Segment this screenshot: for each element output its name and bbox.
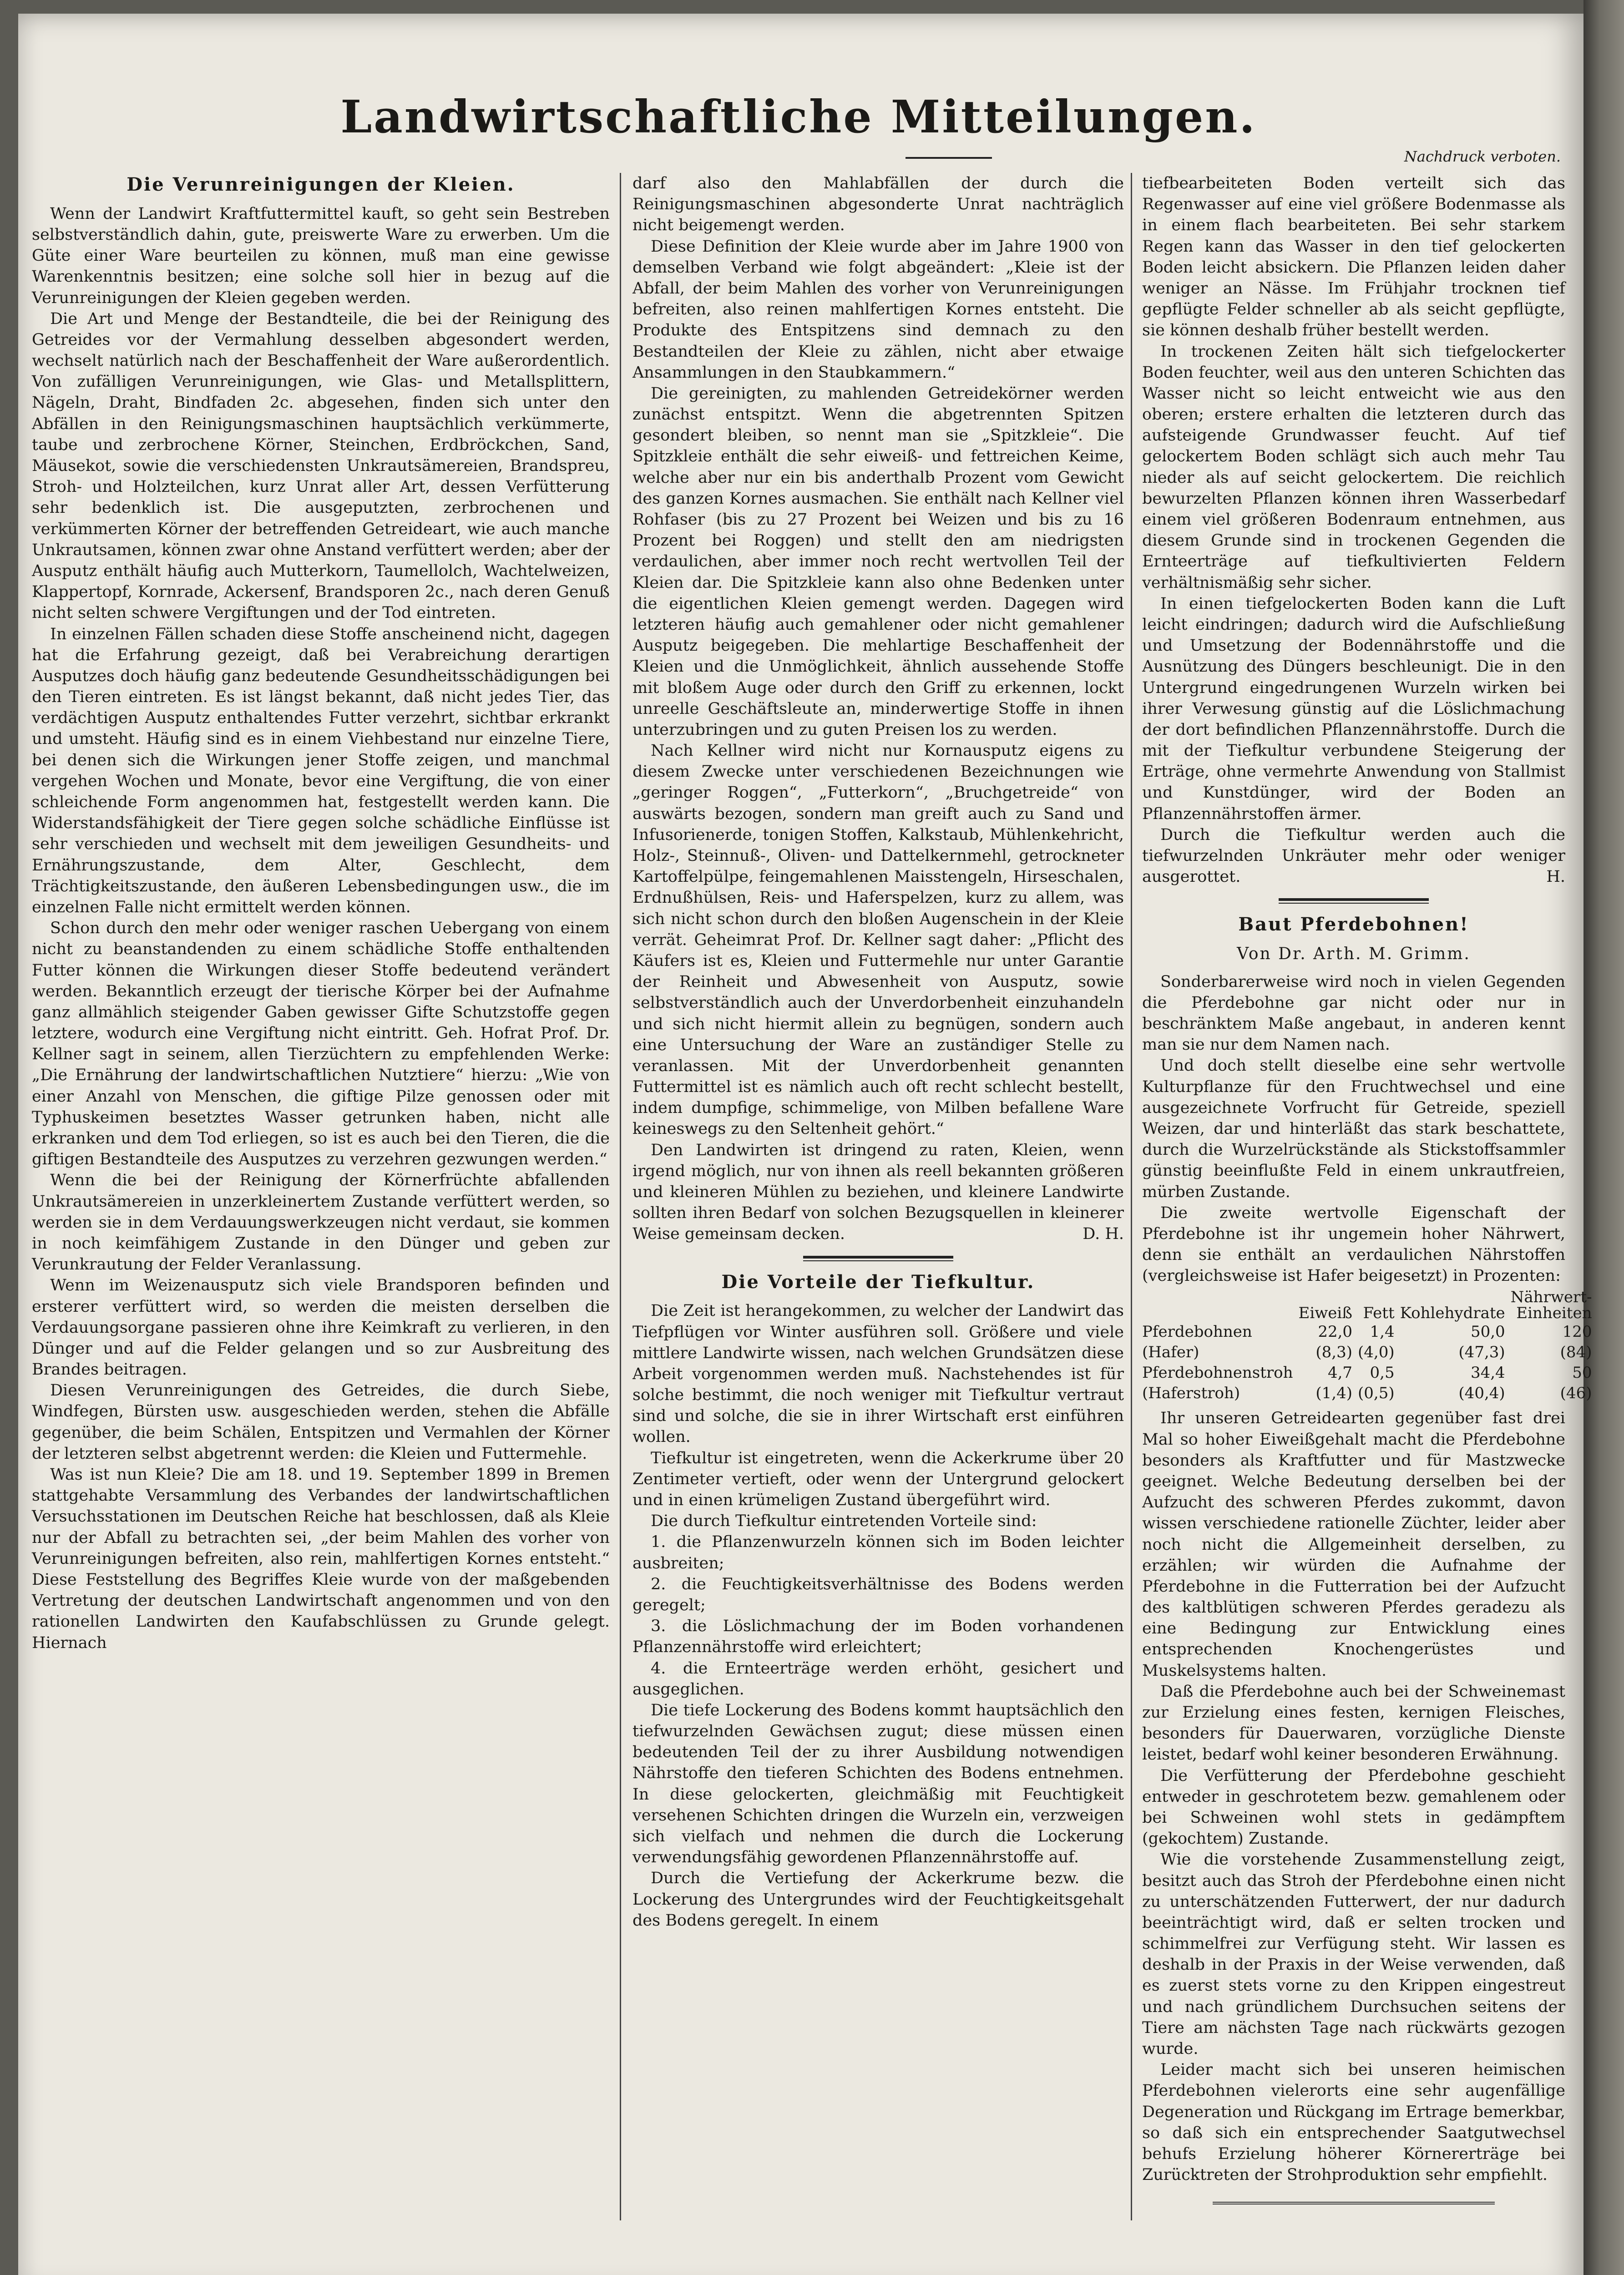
table-cell: (4,0) [1358,1343,1395,1361]
paragraph: In einen tiefgelockerten Boden kann die Luft leicht eindringen; dadurch wird die Aufschließung und Umsetzung der Bodennährstoffe und die Ausnützung des Düngers beschleunigt. Die in den Untergrund eingedrungenen Wurzeln wirken bei ihrer Verwesung günstig auf die Löslichmachung der dort befindlichen Pflanzennährstoffe. Durch die mit der Tiefkultur verbundene Steigerung der Erträge, ohne vermehrte Anwendung von Stallmist und Kunstdünger, wird der Boden an Pflanzennährstoffen ärmer. [1142,594,1565,823]
table-cell: (1,4) [1315,1384,1353,1402]
advantages-list [632,1532,1124,1700]
paragraph: Tiefkultur ist eingetreten, wenn die Ackerkrume über 20 Zentimeter vertieft, oder wenn der Untergrund gelockert und in einen krümeligen Zustand übergeführt wird. [632,1449,1124,1510]
article-title: Die Verunreinigungen der Kleien. [126,174,515,195]
table-header-row [1142,1289,1594,1322]
table-cell: (Haferstroh) [1142,1384,1240,1402]
byline: Von Dr. Arth. M. Grimm. [1237,945,1471,964]
table-cell: 50,0 [1470,1322,1505,1341]
table-cell: (40,4) [1458,1384,1505,1402]
table-cell: (0,5) [1358,1384,1395,1402]
column-3 [1142,173,1592,2257]
paragraph: Die gereinigten, zu mahlenden Getreidekörner werden zunächst entspitzt. Wenn die abgetrennten Spitzen gesondert bleiben, so nennt man sie „Spitzkleie“. Die Spitzkleie enthält die sehr eiweiß- und fettreichen Keime, welche aber nur ein bis anderthalb Prozent vom Gewicht des ganzen Kornes ausmachen. Sie enthält nach Kellner viel Rohfaser (bis zu 27 Prozent bei Weizen und bis zu 16 Prozent bei Roggen) und stellt den am niedrigsten verdaulichen, aber immer noch recht wertvollen Teil der Kleien dar. Die Spitzkleie kann also ohne Bedenken unter die eigentlichen Kleien gemengt werden. Dagegen wird letzteren häufig auch gemahlener oder nicht gemahlener Ausputz beigegeben. Die mehlartige Beschaffenheit der Kleien und die Unmöglichkeit, ähnlich aussehende Stoffe mit bloßem Auge oder durch den Griff zu erkennen, lockt unreelle Geschäftsleute an, minderwertige Stoffe in ihnen unterzubringen und zu guten Preisen los zu werden. [632,384,1124,739]
nutrient-table [1142,1289,1594,1404]
table-cell: (Hafer) [1142,1343,1199,1361]
paragraph: Wenn im Weizenausputz sich viele Brandsporen befinden und ersterer verfüttert wird, so werden die meisten derselben die Verdauungsorgane passieren ohne ihre Keimkraft zu verlieren, in den Dünger und auf die Felder gelangen und so zur Ausbreitung des Brandes beitragen. [32,1276,610,1379]
page-content [32,91,1592,2257]
table-cell: 4,7 [1327,1363,1353,1382]
table-cell: Pferdebohnen [1142,1322,1252,1341]
reprint-notice: Nachdruck verboten. [1404,148,1561,165]
table-cell: (47,3) [1458,1343,1505,1361]
paragraph: Leider macht sich bei unseren heimischen Pferdebohnen vielerorts eine sehr augenfällige Degeneration und Rückgang im Ertrage bemerkbar, so daß sich ein entsprechender Saatgutwechsel behufs Erzielung höherer Körnererträge bei Zurücktreten der Strohproduktion sehr empfiehlt. [1142,2061,1565,2184]
end-rule [1213,2202,1495,2204]
article-title: Die Vorteile der Tiefkultur. [721,1271,1035,1293]
paragraph: Ihr unseren Getreidearten gegenüber fast drei Mal so hoher Eiweißgehalt macht die Pferdebohne besonders als Kraftfutter und für Mastzwecke geeignet. Welche Bedeutung derselben bei der Aufzucht des schweren Pferdes zukommt, davon wissen verschiedene rationelle Züchter, leider aber noch nicht die Allgemeinheit derselben, zu erzählen; wir würden die Aufnahme der Pferdebohne in die Futterration bei der Aufzucht des kaltblütigen schweren Pferdes geradezu als eine Bedingung zur Entwicklung eines entsprechenden Knochengerüstes und Muskelsystems halten. [1142,1409,1565,1680]
paragraph-text: Den Landwirten ist dringend zu raten, Kleien, wenn irgend möglich, nur von ihnen als reell bekannten größeren und kleineren Mühlen zu beziehen, und kleinere Landwirte sollten ihren Bedarf von solchen Bezugsquellen in kleinerer Weise gemeinsam decken. [632,1141,1124,1244]
paragraph: darf also den Mahlabfällen der durch die Reinigungsmaschinen abgesonderte Unrat nachträglich nicht beigemengt werden. [632,174,1124,235]
paragraph: Wie die vorstehende Zusammenstellung zeigt, besitzt auch das Stroh der Pferdebohne einen nicht zu unterschätzenden Futterwert, der nur dadurch beeinträchtigt wird, daß er selten trocken und schimmelfrei zur Verfügung steht. Wir lassen es deshalb in der Praxis in der Weise verwenden, daß es zuerst stets vorne zu den Krippen eingestreut und nach gründlichem Durchsuchen seitens der Tiere am nächsten Tage nach rückwärts gezogen wurde. [1142,1850,1565,2058]
paragraph: In einzelnen Fällen schaden diese Stoffe anscheinend nicht, dagegen hat die Erfahrung gezeigt, daß bei Verabreichung derartigen Ausputzes doch häufig ganz bedeutende Gesundheitsschädigungen bei den Tieren eintreten. Es ist längst bekannt, daß nicht jedes Tier, das verdächtigen Ausputz enthaltendes Futter verzehrt, sichtbar erkrankt und umsteht. Häufig sind es in einem Viehbestand nur einzelne Tiere, bei denen sich die Wirkungen jener Stoffe zeigen, und manchmal vergehen Wochen und Monate, bevor eine Vergiftung, die von einer schleichende Form angenommen hat, festgestellt werden kann. Die Widerstandsfähigkeit der Tiere gegen solche schädliche Einflüsse ist sehr verschieden und wechselt mit dem jeweiligen Gesundheits- und Ernährungszustande, dem Alter, Geschlecht, dem Trächtigkeitszustande, den äußeren Lebensbedingungen usw., die im einzelnen Falle nicht ermittelt werden können. [32,625,610,916]
column-header: Eiweiß [1298,1304,1353,1323]
column-header: Fett [1363,1304,1395,1323]
column-header: Nährwert-Einheiten [1510,1288,1592,1323]
signature: H. [1546,868,1565,886]
paragraph: Wenn der Landwirt Kraftfuttermittel kauft, so geht sein Bestreben selbstverständlich dahin, gute, preiswerte Ware zu erwerben. Um die Güte einer Ware beurteilen zu können, muß man eine gewisse Warenkenntnis besitzen; eine solche soll hier in bezug auf die Verunreinigungen der Kleien gegeben werden. [32,204,610,307]
paragraph: Die zweite wertvolle Eigenschaft der Pferdebohne ist ihr ungemein hoher Nährwert, denn sie enthält an verdaulichen Nährstoffen (vergleichsweise ist Hafer beigesetzt) in Prozenten: [1142,1203,1565,1285]
paragraph-text: Durch die Tiefkultur werden auch die tiefwurzelnden Unkräuter mehr oder weniger ausgerottet. [1142,825,1565,886]
paragraph: Schon durch den mehr oder weniger raschen Uebergang von einem nicht zu beanstandenden zu einem schädliche Stoffe enthaltenden Futter können die Wirkungen dieser Stoffe bedeutend verändert werden. Bekanntlich erzeugt der tierische Körper bei der Aufnahme ganz allmählich steigender Gaben gewisser Gifte Schutzstoffe gegen letztere, wodurch eine Vergiftung nicht eintritt. Geh. Hofrat Prof. Dr. Kellner sagt in seinem, allen Tierzüchtern zu empfehlenden Werke: „Die Ernährung der landwirtschaftlichen Nutztiere“ hierzu: „Wie von einer Anzahl von Menschen, die giftige Pilze genossen oder mit Typhuskeimen besetztes Wasser getrunken haben, nicht alle erkranken und dem Tod erliegen, so ist es auch bei den Tieren, die die giftigen Bestandteile des Ausputzes zu verzehren gezwungen werden.“ [32,919,610,1169]
paragraph: Die Verfütterung der Pferdebohne geschieht entweder in geschrotetem bezw. gemahlenem oder bei Schweinen wohl stets in gedämpftem (gekochtem) Zustande. [1142,1766,1565,1848]
table-row [1142,1322,1594,1342]
column-1 [32,173,610,2257]
article-title: Baut Pferdebohnen! [1238,914,1469,935]
paragraph: Die Zeit ist herangekommen, zu welcher der Landwirt das Tiefpflügen vor Winter ausführen soll. Größere und viele mittlere Landwirte wissen, nach welchen Grundsätzen diese Arbeit vorgenommen werden muß. Nachstehendes ist für solche bestimmt, die noch weniger mit Tiefkultur vertraut sind und solche, die sie in ihrer Wirtschaft erst einführen wollen. [632,1302,1124,1446]
paragraph [632,1140,1124,1245]
article-separator [1279,898,1429,904]
column-divider [1131,173,1132,2220]
table-cell: Pferdebohnenstroh [1142,1363,1293,1382]
table-cell: 120 [1562,1322,1592,1341]
paragraph: Wenn die bei der Reinigung der Körnerfrüchte abfallenden Unkrautsämereien in unzerkleinertem Zustande verfüttert werden, so werden sie in dem Verdauungswerkzeugen nicht verdaut, sie kommen in noch keimfähigem Zustande in den Dünger und geben zur Verunkrautung der Felder Veranlassung. [32,1171,610,1274]
masthead-rule [906,157,992,159]
table-row [1142,1342,1594,1363]
table-cell: 34,4 [1470,1363,1505,1382]
list-item: 4. die Ernteerträge werden erhöht, gesichert und ausgeglichen. [632,1659,1124,1699]
paragraph: Die tiefe Lockerung des Bodens kommt hauptsächlich den tiefwurzelnden Gewächsen zugut; diese müssen einen bedeutenden Teil der zu ihrer Ausbildung notwendigen Nährstoffe den tieferen Schichten des Bodens entnehmen. In diese gelockerten, gleichmäßig mit Feuchtigkeit versehenen Schichten dringen die Wurzeln ein, verzweigen sich vielfach und nehmen die durch die Lockerung verwendungsfähig gewordenen Pflanzennährstoffe auf. [632,1701,1124,1867]
column-header [1142,1289,1296,1322]
page-edge-shadow [1584,0,1624,2275]
paragraph: Die Art und Menge der Bestandteile, die bei der Reinigung des Getreides vor der Vermahlung desselben abgesondert werden, wechselt natürlich nach der Beschaffenheit der Ware außerordentlich. Von zufälligen Verunreinigungen, wie Glas- und Metallsplittern, Nägeln, Draht, Bindfaden 2c. abgesehen, finden sich unter den Abfällen in den Reinigungsmaschinen hauptsächlich verkümmerte, taube und zerbrochene Körner, Steinchen, Erdbröckchen, Sand, Mäusekot, sowie die verschiedensten Unkrautsämereien, Brandspreu, Stroh- und Holzteilchen, kurz Unrat aller Art, dessen Verfütterung sehr bedenklich ist. Die ausgeputzten, zerbrochenen und verkümmerten Körner der betreffenden Getreideart, wie auch manche Unkrautsamen, können zwar ohne Anstand verfüttert werden; aber der Ausputz enthält häufig auch Mutterkorn, Taumellolch, Wachtelweizen, Klappertopf, Kornrade, Ackersenf, Brandsporen 2c., nach deren Genuß nicht selten schwere Vergiftungen und der Tod eintreten. [32,309,610,622]
paragraph [1142,824,1565,888]
list-item: 2. die Feuchtigkeitsverhältnisse des Bodens werden geregelt; [632,1575,1124,1614]
paragraph: In trockenen Zeiten hält sich tiefgelockerter Boden feuchter, weil aus den unteren Schichten das Wasser nicht so leicht entweicht wie aus den oberen; erstere erhalten die letzteren durch das aufsteigende Grundwasser feucht. Auf tief gelockertem Boden schlägt sich auch mehr Tau nieder als auf seicht gelockertem. Die reichlich bewurzelten Pflanzen können ihren Wasserbedarf einem viel größeren Bodenraum entnehmen, aus diesem Grunde sind in trockenen Gegenden die Ernteerträge auf tiefkultivierten Feldern verhältnismäßig sehr sicher. [1142,342,1565,592]
table-cell: (8,3) [1315,1343,1353,1361]
table-cell: (46) [1560,1384,1592,1402]
paragraph: Sonderbarerweise wird noch in vielen Gegenden die Pferdebohne gar nicht oder nur in beschränktem Maße angebaut, in anderen kennt man sie nur dem Namen nach. [1142,972,1565,1054]
table-row [1142,1383,1594,1404]
paragraph: Und doch stellt dieselbe eine sehr wertvolle Kulturpflanze für den Fruchtwechsel und eine ausgezeichnete Vorfrucht für Getreide, speziell Weizen, dar und hinterläßt das stark beschattete, durch die Wurzelrückstände als Stickstoffsammler günstig beeinflußte Feld in einem unkrautfreien, mürben Zustande. [1142,1057,1565,1201]
table-cell: (84) [1560,1343,1592,1361]
list-item: 3. die Löslichmachung der im Boden vorhandenen Pflanzennährstoffe wird erleichtert; [632,1617,1124,1657]
table-cell: 1,4 [1370,1322,1395,1341]
table-cell: 22,0 [1318,1322,1353,1341]
list-item: 1. die Pflanzenwurzeln können sich im Boden leichter ausbreiten; [632,1533,1124,1572]
column-2 [632,173,1124,2257]
paragraph: Diesen Verunreinigungen des Getreides, die durch Siebe, Windfegen, Bürsten usw. ausgeschieden werden, stehen die Abfälle gegenüber, die beim Schälen, Entspitzen und Vermahlen der Körner der letzteren selbst abgetrennt werden: die Kleien und Futtermehle. [32,1381,610,1463]
column-header: Kohlehydrate [1400,1304,1505,1323]
paragraph: Nach Kellner wird nicht nur Kornausputz eigens zu diesem Zwecke unter verschiedenen Bezeichnungen wie „geringer Roggen“, „Futterkorn“, „Bruchgetreide“ von auswärts bezogen, sondern man greift auch zu Sand und Infusorienerde, tonigen Stoffen, Kalkstaub, Mühlenkehricht, Holz-, Steinnuß-, Oliven- und Dattelkernmehl, getrockneter Kartoffelpülpe, feingemahlenen Maisstengeln, Hirseschalen, Erdnußhülsen, Reis- und Haferspelzen, kurz zu allem, was sich nicht schon durch den bloßen Augenschein in der Kleie verrät. Geheimrat Prof. Dr. Kellner sagt daher: „Pflicht des Käufers ist es, Kleien und Futtermehle nur unter Garantie der Reinheit und Abwesenheit von Ausputz, sowie selbstverständlich auch der Unverdorbenheit einzuhandeln und sich nicht hiermit allein zu begnügen, sondern auch eine Untersuchung der Ware an zuständiger Stelle zu veranlassen. Mit der Unverdorbenheit genannten Futtermittel ist es nämlich auch oft recht schlecht bestellt, indem dumpfige, schimmelige, von Milben befallene Ware keineswegs zu den Seltenheit gehört.“ [632,742,1124,1138]
paragraph: Durch die Vertiefung der Ackerkrume bezw. die Lockerung des Untergrundes wird der Feuchtigkeitsgehalt des Bodens geregelt. In einem [632,1869,1124,1930]
paragraph: tiefbearbeiteten Boden verteilt sich das Regenwasser auf eine viel größere Bodenmasse als in einem flach bearbeiteten. Bei sehr starkem Regen kann das Wasser in den tief gelockerten Boden leicht absickern. Die Pflanzen leiden daher weniger an Nässe. Im Frühjahr trocknen tief gepflügte Felder schneller ab als seicht gepflügte, sie können deshalb früher bestellt werden. [1142,174,1565,340]
masthead: Landwirtschaftliche Mitteilungen. [340,91,1257,143]
paragraph: Was ist nun Kleie? Die am 18. und 19. September 1899 in Bremen stattgehabte Versammlung des Verbandes der landwirtschaftlichen Versuchsstationen im Deutschen Reiche hat beschlossen, daß als Kleie nur der Abfall zu betrachten sei, „der beim Mahlen des vorher von Verunreinigungen befreiten, also rein, mahlfertigen Kornes entsteht.“ Diese Feststellung des Begriffes Kleie wurde von der maßgebenden Vertretung der deutschen Landwirtschaft angenommen und von den rationellen Landwirten den Kaufabschlüssen zu Grunde gelegt. Hiernach [32,1466,610,1652]
paragraph: Diese Definition der Kleie wurde aber im Jahre 1900 von demselben Verband wie folgt abgeändert: „Kleie ist der Abfall, der beim Mahlen des vorher von Verunreinigungen befreiten, also reinen mahlfertigen Kornes entsteht. Die Produkte des Entspitzens sind demnach zu den Bestandteilen der Kleie zu zählen, nicht aber etwaige Ansammlungen in den Staubkammern.“ [632,237,1124,382]
signature: D. H. [1083,1225,1124,1244]
table-row [1142,1363,1594,1383]
table-cell: 0,5 [1370,1363,1395,1382]
table-cell: 50 [1572,1363,1592,1382]
article-separator [803,1256,953,1261]
paragraph: Die durch Tiefkultur eintretenden Vorteile sind: [651,1512,1037,1531]
column-divider [620,173,621,2220]
paragraph: Daß die Pferdebohne auch bei der Schweinemast zur Erzielung eines festen, kernigen Fleisches, besonders für Dauerwaren, vorzügliche Dienste leistet, bedarf wohl keiner besonderen Erwähnung. [1142,1682,1565,1764]
